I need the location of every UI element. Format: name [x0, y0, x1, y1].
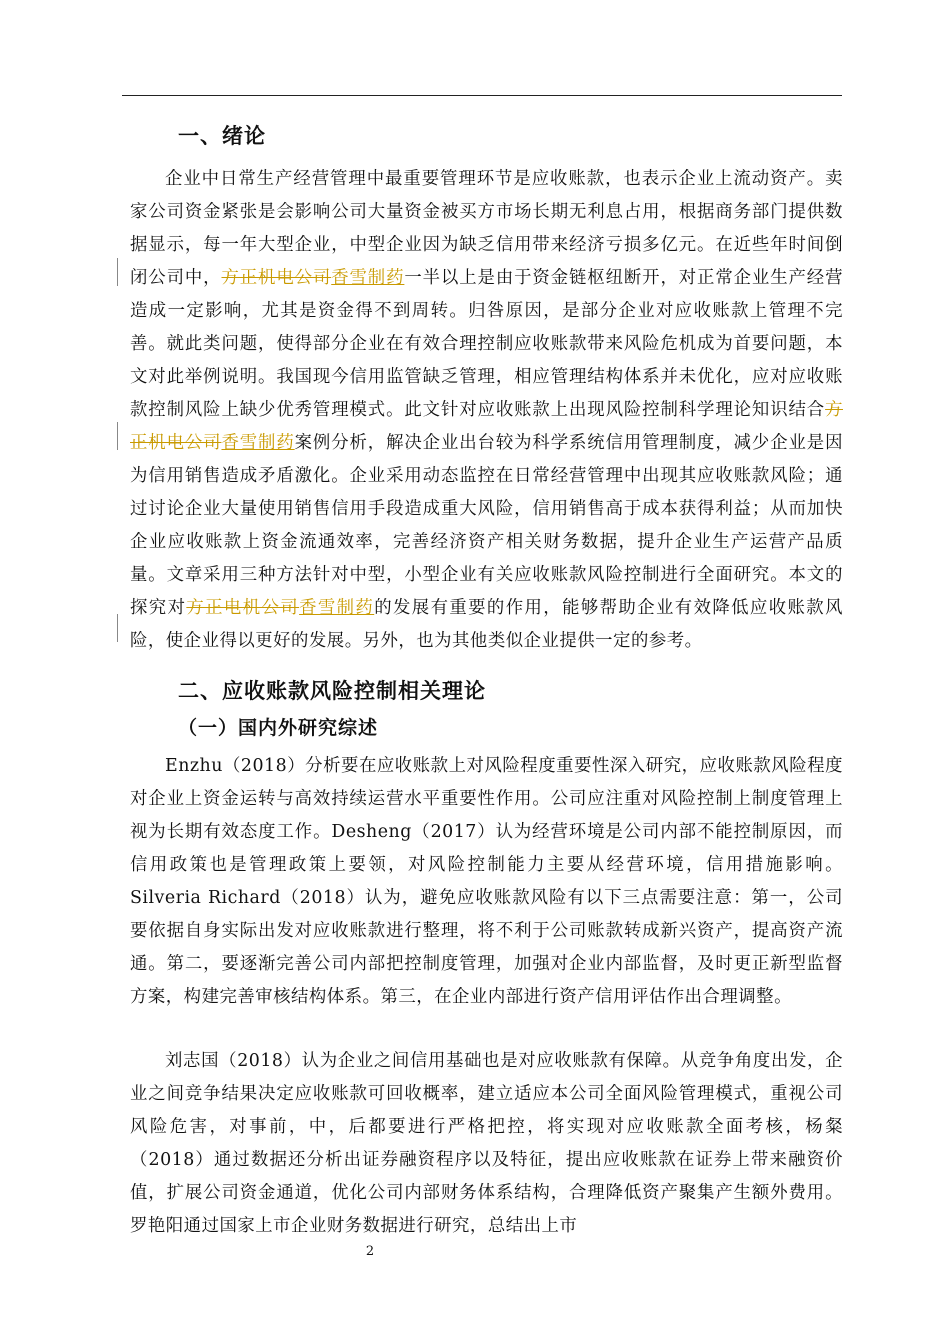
- revision-margin-mark: [117, 258, 118, 286]
- text-run: 一半以上是由于资金链枢纽断开，对正常企业生产经营造成一定影响，尤其是资金得不到周转。归咎原因，是部分企业对应收账款上管理不完善。就此类问题，使得部分企业在有效合理控制应收账款带来风险危机成为首要问题，本文对此举例说明。我国现今信用监管缺乏管理，相应管理结构体系并未优化，应对应收账款控制风险上缺少优秀管理模式。此文针对应收账款上出现风险控制科学理论知识结合: [130, 268, 843, 420]
- revision-margin-mark: [117, 614, 118, 642]
- introduction-paragraph: [130, 163, 843, 658]
- text-run: 的发展有重要的作用，能够帮助企业有效降低应收账款风险，使企业得以更好的发展。另外，也为其他类似企业提供一定的参考。: [130, 598, 843, 651]
- revision-margin-mark: [117, 422, 118, 450]
- tracked-deletion: 方正机电公司: [221, 268, 332, 288]
- text-run: 企业中日常生产经营管理中最重要管理环节是应收账款，也表示企业上流动资产。卖家公司资金紧张是会影响公司大量资金被买方市场长期无利息占用，根据商务部门提供数据显示，每一年大型企业，中型企业因为缺乏信用带来经济亏损多亿元。在近些年时间倒闭公司中，: [130, 169, 843, 288]
- tracked-deletion: 方正电机公司: [186, 598, 300, 618]
- page-number: 2: [365, 1244, 375, 1259]
- tracked-insertion: 香雪制药: [221, 433, 295, 453]
- tracked-insertion: 香雪制药: [299, 598, 375, 618]
- section-heading-introduction: 一、绪论: [178, 124, 266, 148]
- tracked-insertion: 香雪制药: [331, 268, 405, 288]
- subsection-heading-literature-review: （一）国内外研究综述: [178, 717, 379, 739]
- literature-paragraph-2: 刘志国（2018）认为企业之间信用基础也是对应收账款有保障。从竞争角度出发，企业之间竞争结果决定应收账款可回收概率，建立适应本公司全面风险管理模式，重视公司风险危害，对事前，中，后都要进行严格把控，将实现对应收账款全面考核，杨粲（2018）通过数据还分析出证券融资程序以及特征，提出应收账款在证券上带来融资价值，扩展公司资金通道，优化公司内部财务体系结构，合理降低资产聚集产生额外费用。罗艳阳通过国家上市企业财务数据进行研究，总结出上市: [130, 1051, 843, 1236]
- literature-paragraph-1: Enzhu（2018）分析要在应收账款上对风险程度重要性深入研究，应收账款风险程度对企业上资金运转与高效持续运营水平重要性作用。公司应注重对风险控制上制度管理上视为长期有效态度工作。Desheng（2017）认为经营环境是公司内部不能控制原因，而信用政策也是管理政策上要领，对风险控制能力主要从经营环境，信用措施影响。Silveria Richard（2018）认为，避免应收账款风险有以下三点需要注意：第一，公司要依据自身实际出发对应收账款进行整理，将不利于公司账款转成新兴资产，提高资产流通。第二，要逐渐完善公司内部把控制度管理，加强对企业内部监督，及时更正新型监督方案，构建完善审核结构体系。第三，在企业内部进行资产信用评估作出合理调整。: [130, 756, 843, 1007]
- section-heading-theory: 二、应收账款风险控制相关理论: [178, 679, 486, 703]
- text-run: 案例分析，解决企业出台较为科学系统信用管理制度，减少企业是因为信用销售造成矛盾激化。企业采用动态监控在日常经营管理中出现其应收账款风险；通过讨论企业大量使用销售信用手段造成重大风险，信用销售高于成本获得利益；从而加快企业应收账款上资金流通效率，完善经济资产相关财务数据，提升企业生产运营产品质量。文章采用三种方法针对中型，小型企业有关应收账款风险控制进行全面研究。本文的探究对: [130, 433, 843, 618]
- header-rule: [122, 95, 842, 96]
- tracked-deletion: 方正机电公司: [130, 400, 843, 453]
